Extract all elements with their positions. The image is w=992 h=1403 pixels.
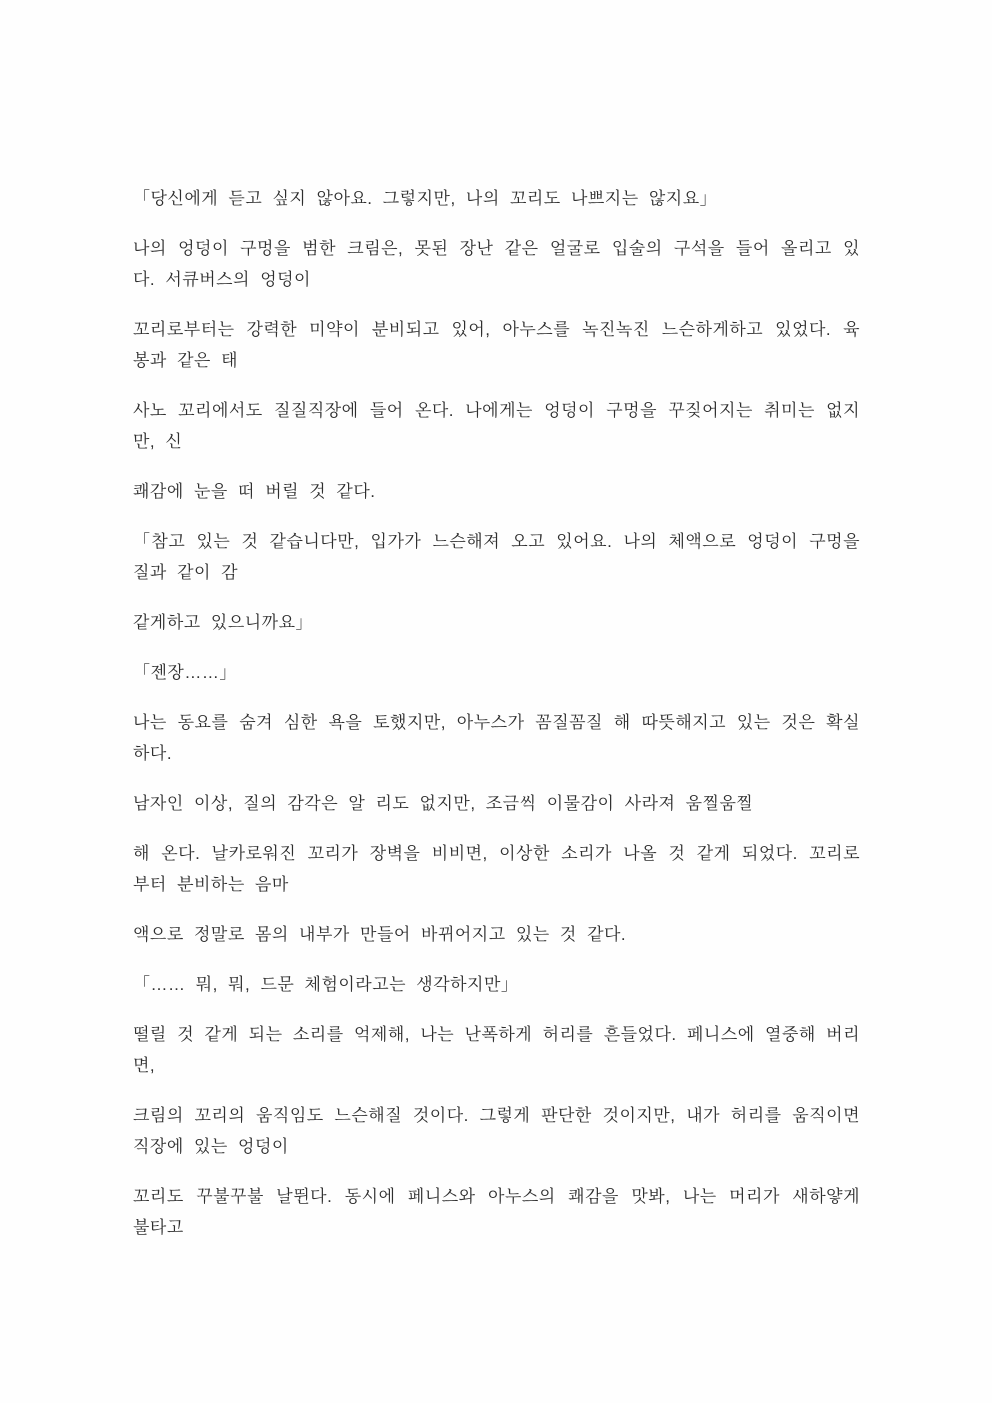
paragraph: 「…… 뭐, 뭐, 드문 체험이라고는 생각하지만」 xyxy=(133,975,519,994)
paragraph: 「당신에게 듣고 싶지 않아요. 그렇지만, 나의 꼬리도 나쁘지는 않지요」 xyxy=(133,189,718,208)
paragraph: 나는 동요를 숨겨 심한 욕을 토했지만, 아누스가 꼼질꼼질 해 따뜻해지고 있는 것은 확실하다. xyxy=(133,713,860,763)
paragraph: 쾌감에 눈을 떠 버릴 것 같다. xyxy=(133,482,376,501)
paragraph: 남자인 이상, 질의 감각은 알 리도 없지만, 조금씩 이물감이 사라져 움찔움찔 xyxy=(133,794,754,813)
paragraph: 같게하고 있으니까요」 xyxy=(133,613,314,632)
paragraph: 꼬리로부터는 강력한 미약이 분비되고 있어, 아누스를 녹진녹진 느슨하게하고 있었다. 육봉과 같은 태 xyxy=(133,320,860,370)
paragraph: 「젠장……」 xyxy=(133,663,237,682)
paragraph: 사노 꼬리에서도 질질직장에 들어 온다. 나에게는 엉덩이 구멍을 꾸짖어지는 취미는 없지만, 신 xyxy=(133,401,860,451)
paragraph: 해 온다. 날카로워진 꼬리가 장벽을 비비면, 이상한 소리가 나올 것 같게 되었다. 꼬리로부터 분비하는 음마 xyxy=(133,844,860,894)
paragraph: 액으로 정말로 몸의 내부가 만들어 바뀌어지고 있는 것 같다. xyxy=(133,925,627,944)
paragraph: 나의 엉덩이 구멍을 범한 크림은, 못된 장난 같은 얼굴로 입술의 구석을 들어 올리고 있다. 서큐버스의 엉덩이 xyxy=(133,239,860,289)
paragraph: 꼬리도 꾸불꾸불 날뛴다. 동시에 페니스와 아누스의 쾌감을 맛봐, 나는 머리가 새하얗게 불타고 xyxy=(133,1187,860,1237)
paragraph: 「참고 있는 것 같습니다만, 입가가 느슨해져 오고 있어요. 나의 체액으로 엉덩이 구멍을 질과 같이 감 xyxy=(133,532,860,582)
paragraph: 떨릴 것 같게 되는 소리를 억제해, 나는 난폭하게 허리를 흔들었다. 페니스에 열중해 버리면, xyxy=(133,1025,860,1075)
paragraph: 크림의 꼬리의 움직임도 느슨해질 것이다. 그렇게 판단한 것이지만, 내가 허리를 움직이면 직장에 있는 엉덩이 xyxy=(133,1106,860,1156)
